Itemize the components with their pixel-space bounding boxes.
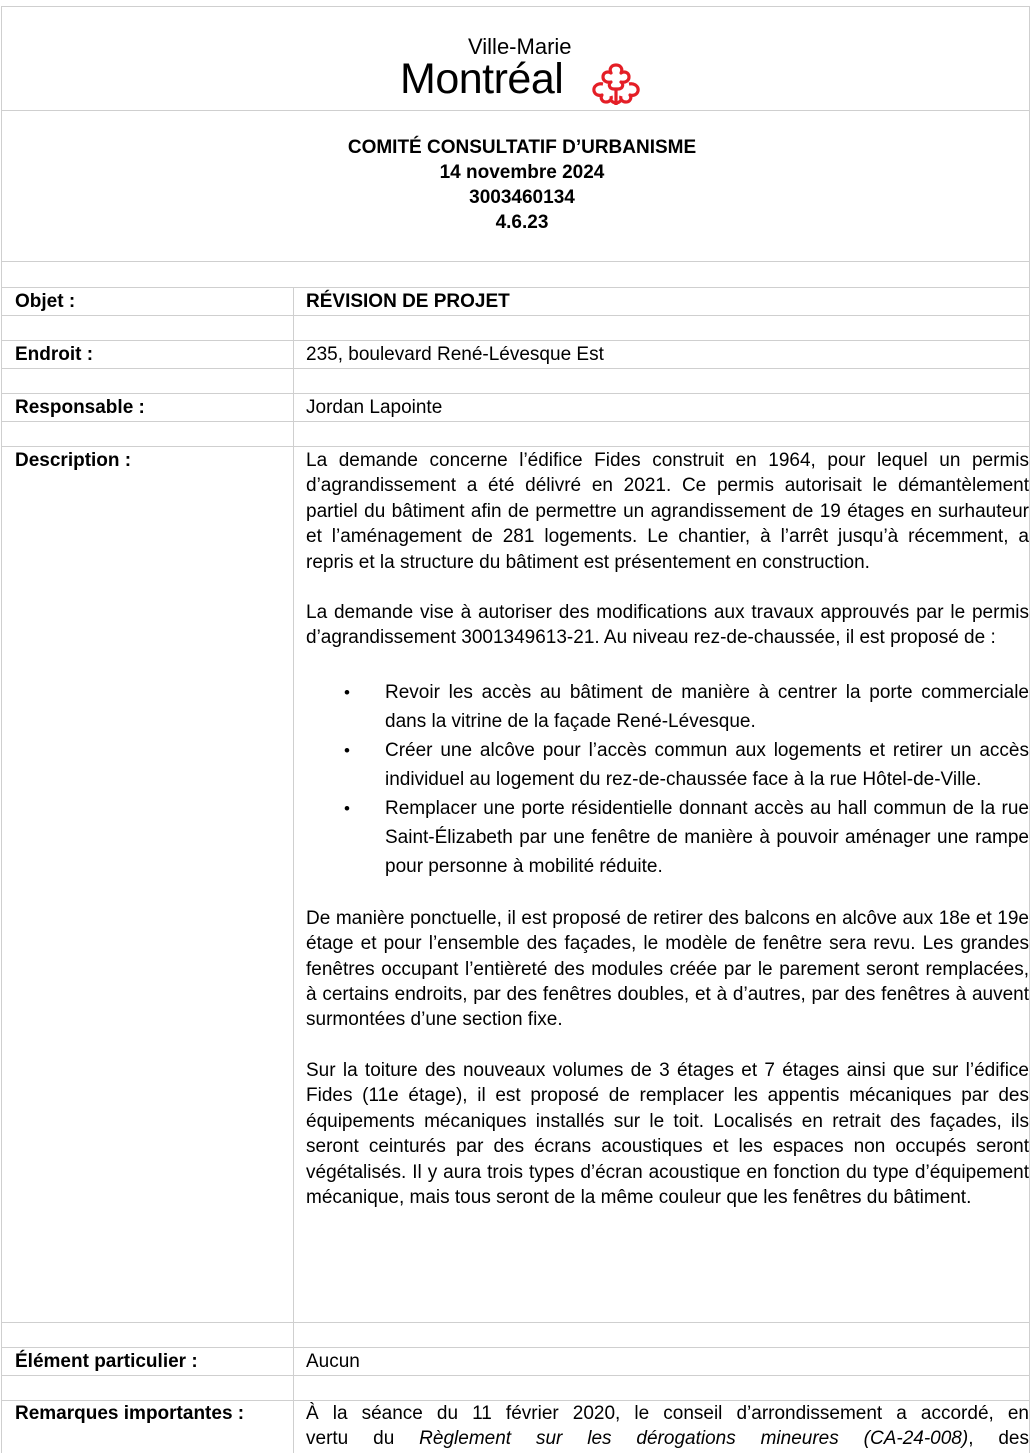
spacer-row — [1, 261, 1030, 288]
meeting-header — [1, 109, 1030, 262]
committee-title: COMITÉ CONSULTATIF D’URBANISME — [347, 137, 697, 158]
description-content — [306, 448, 1029, 1210]
remarques-line-2: vertu du Règlement sur les dérogations mineures (CA-24-008), des — [306, 1428, 1029, 1450]
objet-value: RÉVISION DE PROJET — [306, 291, 510, 312]
spacer-row — [1, 1322, 1030, 1348]
spacer-row — [1, 421, 1030, 447]
regulation-title: Règlement sur les dérogations mineures (CA-24-008) — [419, 1428, 969, 1450]
logo-borough: Ville-Marie — [468, 34, 572, 59]
item-number: 4.6.23 — [495, 212, 549, 233]
meeting-date: 14 novembre 2024 — [439, 162, 605, 183]
logo-cell — [1, 6, 1030, 111]
description-paragraph-1: La demande concerne l’édifice Fides construit en 1964, pour lequel un permis d’agrandissement a été délivré en 2021. Ce permis autorisait le démantèlement partiel du bâtiment afin de permettre un agrandissement de 19 étages en surhauteur et l’aménagement de 281 logements. Le chantier, à l’arrêt jusqu’à récemment, a repris et la structure du bâtiment est présentement en construction. — [306, 450, 1029, 573]
row-objet — [1, 287, 1030, 316]
spacer-row — [1, 1375, 1030, 1401]
row-responsable — [1, 393, 1030, 422]
description-paragraph-2: La demande vise à autoriser des modifications aux travaux approuvés par le permis d’agrandissement 3001349613-21. Au niveau rez-de-chaussée, il est proposé de : — [306, 602, 1029, 649]
endroit-label: Endroit : — [15, 344, 94, 365]
element-label: Élément particulier : — [15, 1351, 198, 1372]
objet-label: Objet : — [15, 291, 76, 312]
responsable-label: Responsable : — [15, 397, 145, 418]
description-paragraph-3: De manière ponctuelle, il est proposé de retirer des balcons en alcôve aux 18e et 19e étage et pour l’ensemble des façades, le modèle de fenêtre sera revu. Les grandes fenêtres occupant l’entièreté des modules créée par le parement seront remplacées, à certains endroits, par des fenêtres doubles, et à d’autres, par des fenêtres à auvent surmontées d’une section fixe. — [306, 907, 1029, 1031]
remarques-label: Remarques importantes : — [15, 1403, 245, 1424]
list-item: • Revoir les accès au bâtiment de manière à centrer la porte commerciale dans la vitrine de la façade René-Lévesque. — [306, 678, 1029, 736]
remarques-line-1: À la séance du 11 février 2020, le conseil d’arrondissement a accordé, en — [306, 1403, 1029, 1424]
remarques-content — [306, 1401, 1029, 1452]
bullet-icon: • — [344, 798, 350, 818]
spacer-row — [1, 368, 1030, 394]
row-endroit — [1, 340, 1030, 369]
responsable-value: Jordan Lapointe — [306, 397, 443, 418]
element-value: Aucun — [306, 1351, 360, 1372]
proposal-list — [306, 678, 1029, 881]
montreal-rosette-icon — [590, 61, 642, 107]
file-number: 3003460134 — [469, 187, 575, 208]
logo-city: Montréal — [400, 55, 564, 103]
montreal-logo — [400, 34, 650, 108]
bullet-icon: • — [344, 740, 350, 760]
endroit-value: 235, boulevard René-Lévesque Est — [306, 344, 604, 365]
description-label: Description : — [15, 450, 132, 471]
bullet-icon: • — [344, 682, 350, 702]
list-item: • Créer une alcôve pour l’accès commun aux logements et retirer un accès individuel au logement du rez-de-chaussée face à la rue Hôtel-de-Ville. — [306, 736, 1029, 794]
list-item: • Remplacer une porte résidentielle donnant accès au hall commun de la rue Saint-Élizabeth par une fenêtre de manière à pouvoir aménager une rampe pour personne à mobilité réduite. — [306, 794, 1029, 881]
row-remarques — [1, 1400, 1030, 1453]
row-element-particulier — [1, 1347, 1030, 1376]
row-description — [1, 446, 1030, 1323]
description-paragraph-4: Sur la toiture des nouveaux volumes de 3 étages et 7 étages ainsi que sur l’édifice Fides (11e étage), il est proposé de remplacer les appentis mécaniques par des équipements mécaniques installés sur le toit. Localisés en retrait des façades, ils seront ceinturés par des écrans acoustiques et les espaces non occupés seront végétalisés. Il y aura trois types d’écran acoustique en fonction du type d’équipement mécanique, mais tous seront de la même couleur que les fenêtres du bâtiment. — [306, 1059, 1029, 1208]
spacer-row — [1, 315, 1030, 341]
